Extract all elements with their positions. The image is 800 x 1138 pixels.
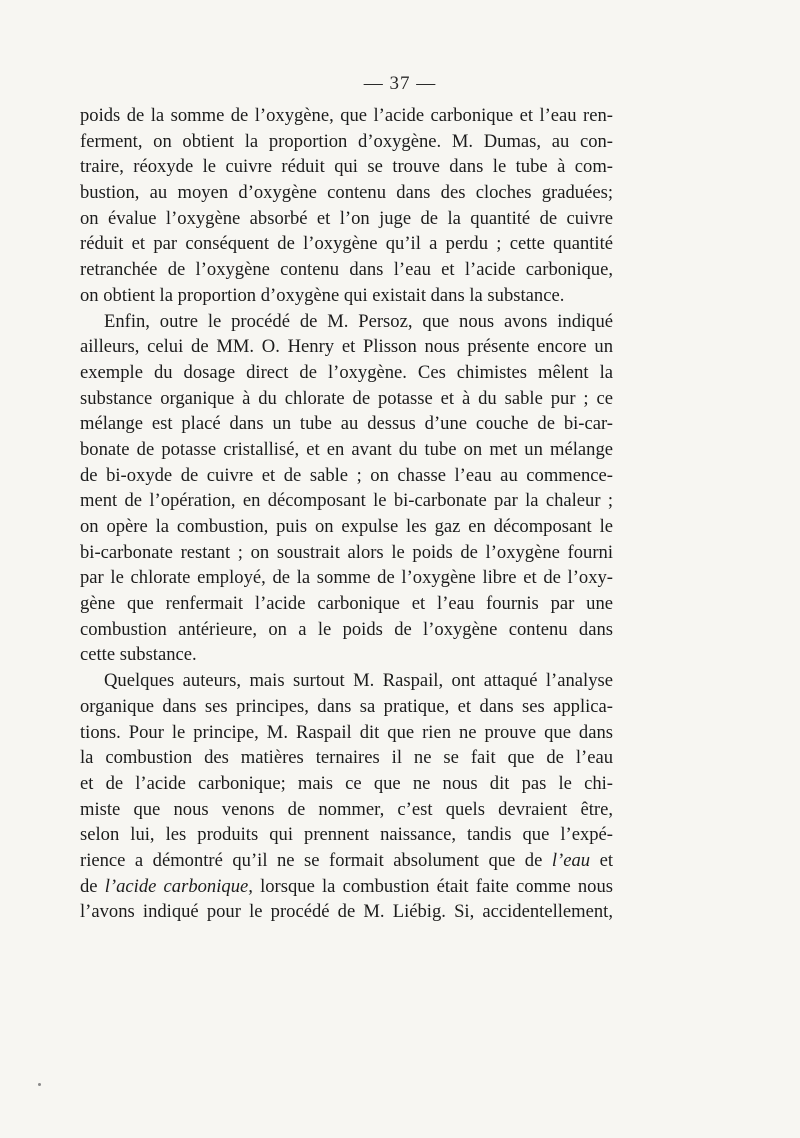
text-line: bi-carbonate restant ; on soustrait alors le poids de l’oxygène fourni <box>80 541 613 563</box>
text-line-with-italic <box>80 848 613 874</box>
text-line: mélange est placé dans un tube au dessus d’une couche de bi-car- <box>80 413 613 435</box>
line-text: de <box>80 875 98 897</box>
italic-term-eau: l’eau <box>551 849 591 871</box>
text-line: tions. Pour le principe, M. Raspail dit que rien ne prouve que dans <box>80 721 613 743</box>
paragraph-start-line: Enfin, outre le procédé de M. Persoz, que nous avons indiqué <box>104 310 613 332</box>
text-line: la combustion des matières ternaires il ne se fait que de l’eau <box>80 747 613 769</box>
text-line: ment de l’opération, en décomposant le bi-carbonate par la chaleur ; <box>80 490 613 512</box>
text-line: et de l’acide carbonique; mais ce que ne nous dit pas le chi- <box>80 772 613 794</box>
text-line: combustion antérieure, on a le poids de l’oxygène contenu dans <box>80 618 613 640</box>
text-line-with-italic <box>80 874 613 900</box>
text-line: retranchée de l’oxygène contenu dans l’eau et l’acide carbonique, <box>80 259 613 281</box>
italic-term-acide: l’acide carbonique, <box>104 875 253 897</box>
text-line: cette substance. <box>80 644 197 666</box>
body-text <box>80 103 613 925</box>
text-line: ailleurs, celui de MM. O. Henry et Plisson nous présente encore un <box>80 336 613 358</box>
text-line: gène que renfermait l’acide carbonique et l’eau fournis par une <box>80 593 613 615</box>
line-text: et <box>599 849 613 871</box>
text-line: exemple du dosage direct de l’oxygène. Ces chimistes mêlent la <box>80 361 613 383</box>
text-line: bonate de potasse cristallisé, et en avant du tube on met un mélange <box>80 438 613 460</box>
line-text: lorsque la combustion était faite comme nous <box>260 875 613 897</box>
text-line: l’avons indiqué pour le procédé de M. Liébig. Si, accidentellement, <box>80 901 613 923</box>
page-number: — 37 — <box>363 73 437 94</box>
scan-speck <box>38 1083 41 1086</box>
text-line: de bi-oxyde de cuivre et de sable ; on chasse l’eau au commence- <box>80 464 613 486</box>
paragraph-start-line: Quelques auteurs, mais surtout M. Raspail, ont attaqué l’analyse <box>104 670 613 692</box>
text-line: poids de la somme de l’oxygène, que l’acide carbonique et l’eau ren- <box>80 105 613 126</box>
text-line: bustion, au moyen d’oxygène contenu dans des cloches graduées; <box>80 182 613 204</box>
text-line: selon lui, les produits qui prennent naissance, tandis que l’expé- <box>80 824 613 846</box>
line-text: rience a démontré qu’il ne se formait absolument que de <box>80 849 543 871</box>
text-line: organique dans ses principes, dans sa pratique, et dans ses applica- <box>80 695 613 717</box>
text-line: par le chlorate employé, de la somme de l’oxygène libre et de l’oxy- <box>80 567 613 589</box>
text-line: réduit et par conséquent de l’oxygène qu’il a perdu ; cette quantité <box>80 233 613 255</box>
text-line: on évalue l’oxygène absorbé et l’on juge de la quantité de cuivre <box>80 207 613 229</box>
text-line: traire, réoxyde le cuivre réduit qui se trouve dans le tube à com- <box>80 156 613 178</box>
text-line: ferment, on obtient la proportion d’oxygène. M. Dumas, au con- <box>80 130 613 152</box>
text-line: substance organique à du chlorate de potasse et à du sable pur ; ce <box>80 387 613 409</box>
text-line: on obtient la proportion d’oxygène qui existait dans la substance. <box>80 284 565 306</box>
text-line: miste que nous venons de nommer, c’est quels devraient être, <box>80 798 613 820</box>
text-line: on opère la combustion, puis on expulse les gaz en décomposant le <box>80 516 613 537</box>
